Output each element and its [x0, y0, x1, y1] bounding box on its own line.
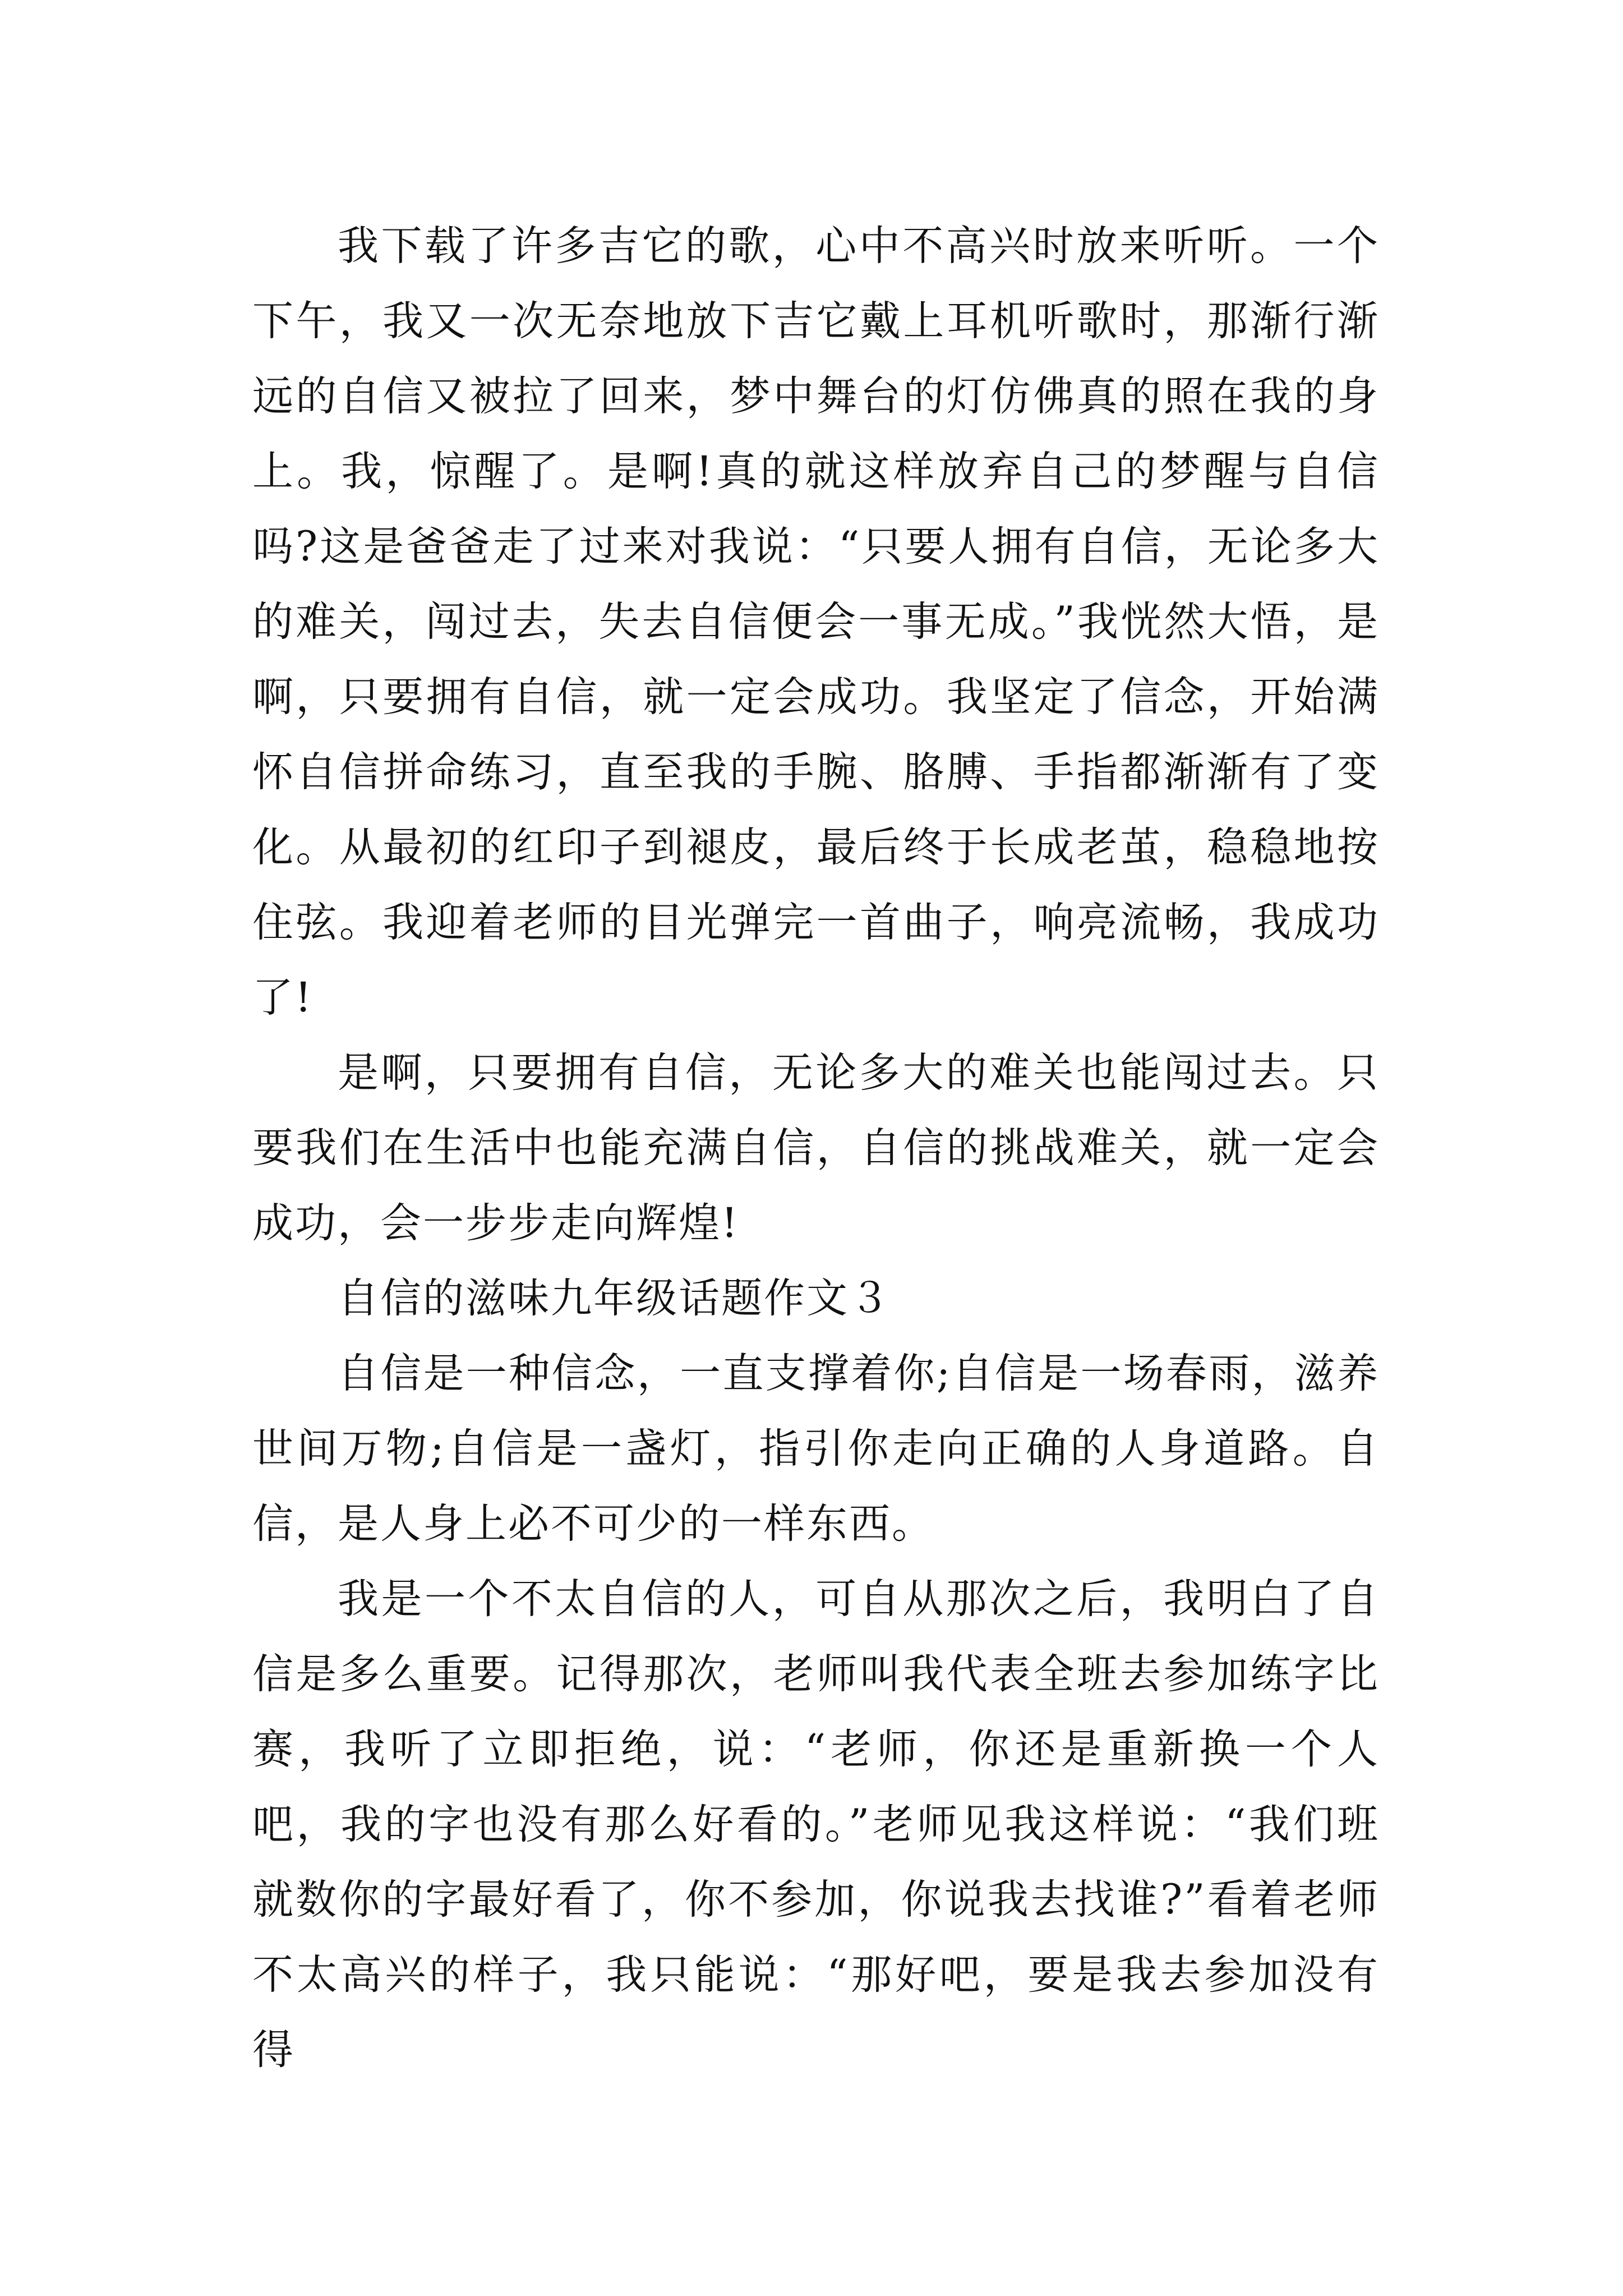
document-body	[252, 209, 1380, 2088]
paragraph-confidence-definition: 自信是一种信念，一直支撑着你;自信是一场春雨，滋养世间万物;自信是一盏灯，指引你走向正确的人身道路。自信，是人身上必不可少的一样东西。	[252, 1350, 1380, 1548]
paragraph-calligraphy-contest: 我是一个不太自信的人，可自从那次之后，我明白了自信是多么重要。记得那次，老师叫我代表全班去参加练字比赛，我听了立即拒绝，说：“老师，你还是重新换一个人吧，我的字也没有那么好看的。”老师见我这样说：“我们班就数你的字最好看了，你不参加，你说我去找谁?”看着老师不太高兴的样子，我只能说：“那好吧，要是我去参加没有得	[252, 1575, 1380, 2074]
paragraph-guitar-story: 我下载了许多吉它的歌，心中不高兴时放来听听。一个下午，我又一次无奈地放下吉它戴上耳机听歌时，那渐行渐远的自信又被拉了回来，梦中舞台的灯仿佛真的照在我的身上。我，惊醒了。是啊!真的就这样放弃自己的梦醒与自信吗?这是爸爸走了过来对我说：“只要人拥有自信，无论多大的难关，闯过去，失去自信便会一事无成。”我恍然大悟，是啊，只要拥有自信，就一定会成功。我坚定了信念，开始满怀自信拼命练习，直至我的手腕、胳膊、手指都渐渐有了变化。从最初的红印子到褪皮，最后终于长成老茧，稳稳地按住弦。我迎着老师的目光弹完一首曲子，响亮流畅，我成功了!	[252, 222, 1380, 1022]
paragraph-conclusion: 是啊，只要拥有自信，无论多大的难关也能闯过去。只要我们在生活中也能充满自信，自信的挑战难关，就一定会成功，会一步步走向辉煌!	[252, 1049, 1380, 1247]
essay-title: 自信的滋味九年级话题作文３	[338, 1274, 892, 1322]
